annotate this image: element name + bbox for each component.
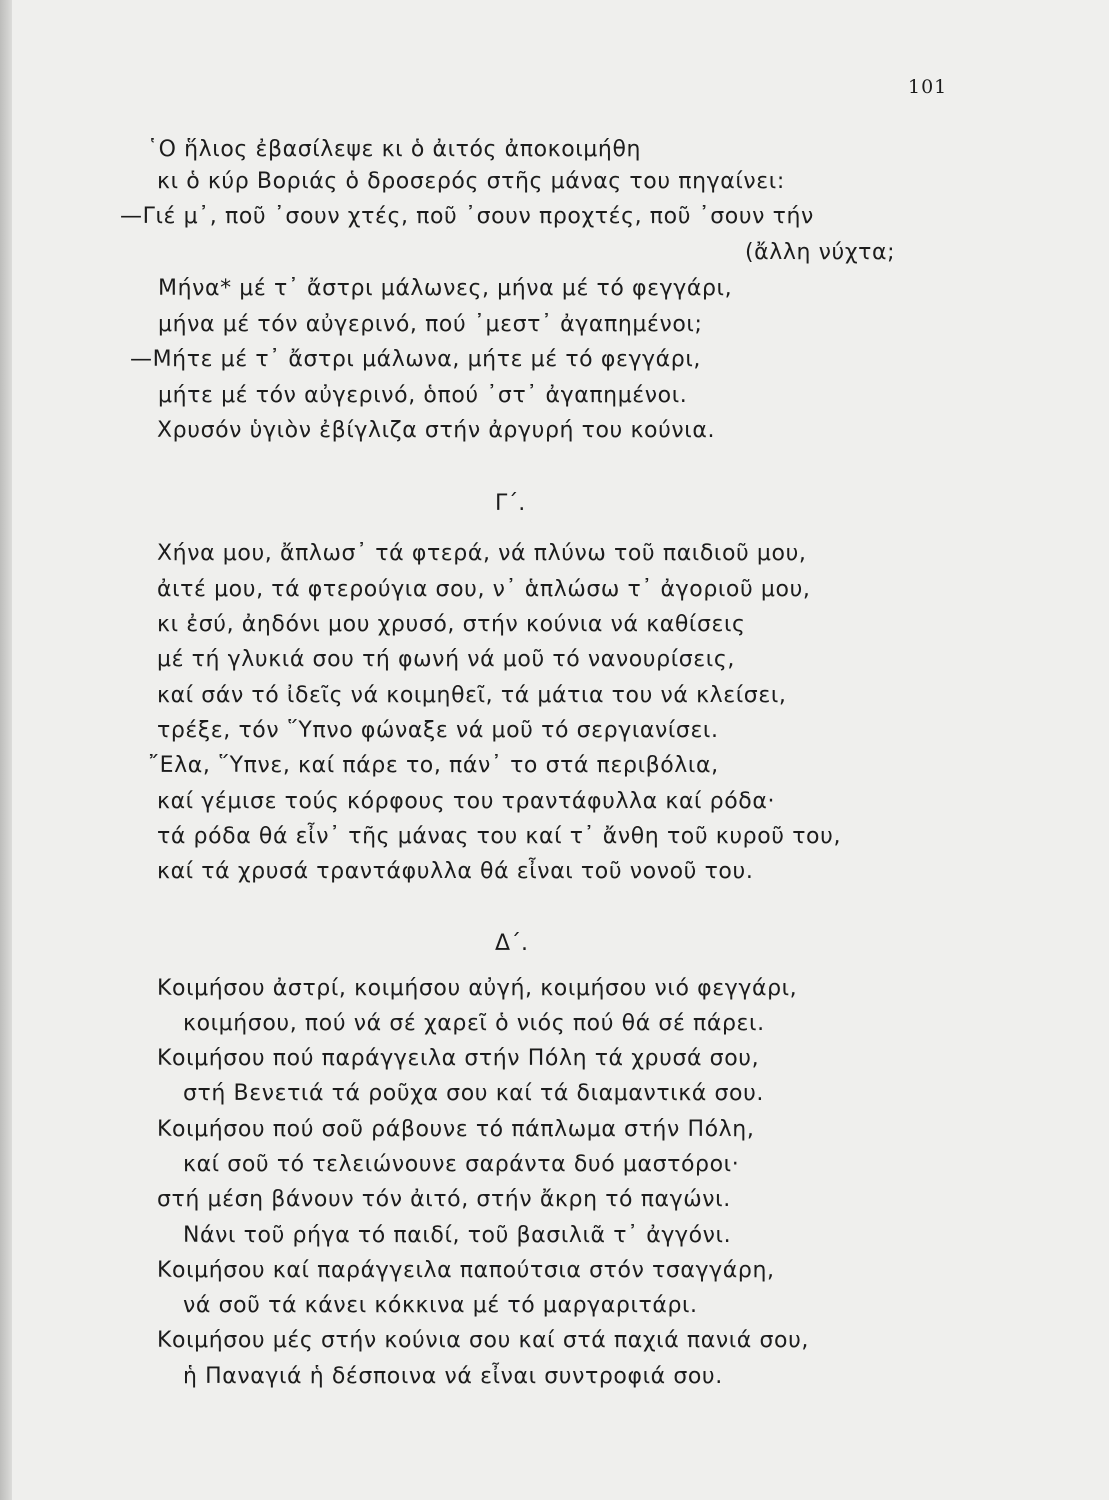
verse-line: κι ὁ κύρ Βοριάς ὁ δροσερός στῆς μάνας του πηγαίνει: [157,169,785,194]
verse-line: κι ἐσύ, ἀηδόνι μου χρυσό, στήν κούνια νά καθίσεις [157,612,746,637]
section-heading: Γ΄. [495,491,526,516]
verse-line: ῾Ο ἥλιος ἐβασίλεψε κι ὁ ἀιτός ἀποκοιμήθη [147,137,642,162]
verse-line: καί γέμισε τούς κόρφους του τραντάφυλλα καί ρόδα· [157,789,776,814]
verse-line: (ἄλλη νύχτα; [745,240,896,265]
verse-line: Κοιμήσου πού σοῦ ράβουνε τό πάπλωμα στήν Πόλη, [157,1117,755,1142]
verse-line: ἡ Παναγιά ἡ δέσποινα νά εἶναι συντροφιά σου. [183,1364,723,1389]
verse-line: Νάνι τοῦ ρήγα τό παιδί, τοῦ βασιλιᾶ τ᾿ ἀγγόνι. [183,1223,732,1248]
verse-line: κοιμήσου, πού νά σέ χαρεῖ ὁ νιός πού θά σέ πάρει. [183,1011,765,1036]
verse-line: Κοιμήσου πού παράγγειλα στήν Πόλη τά χρυσά σου, [157,1046,760,1071]
verse-line: καί σοῦ τό τελειώνουνε σαράντα δυό μαστόροι· [183,1152,740,1177]
verse-line: —Μήτε μέ τ᾿ ἄστρι μάλωνα, μήτε μέ τό φεγγάρι, [130,347,701,372]
verse-line: ῎Ελα, ῞Υπνε, καί πάρε το, πάν᾿ το στά περιβόλια, [148,753,719,778]
verse-line: στή Βενετιά τά ροῦχα σου καί τά διαμαντικά σου. [183,1081,765,1106]
verse-line: καί τά χρυσά τραντάφυλλα θά εἶναι τοῦ νονοῦ του. [157,859,754,884]
page-gutter [0,0,12,1500]
verse-line: Κοιμήσου ἀστρί, κοιμήσου αὐγή, κοιμήσου νιό φεγγάρι, [157,976,798,1001]
verse-line: —Γιέ μ᾿, ποῦ ᾿σουν χτές, ποῦ ᾿σουν προχτές, ποῦ ᾿σουν τήν [120,204,814,229]
verse-line: νά σοῦ τά κάνει κόκκινα μέ τό μαργαριτάρι. [183,1293,698,1318]
verse-line: μήτε μέ τόν αὐγερινό, ὁπού ᾿στ᾿ ἀγαπημένοι. [158,383,688,408]
verse-line: Χρυσόν ὑγιὸν ἐβίγλιζα στήν ἀργυρή του κούνια. [157,418,716,443]
verse-line: τρέξε, τόν ῞Υπνο φώναξε νά μοῦ τό σεργιανίσει. [157,718,719,743]
page-number: 101 [908,76,948,98]
verse-line: στή μέση βάνουν τόν ἀιτό, στήν ἄκρη τό παγώνι. [157,1187,731,1212]
verse-line: τά ρόδα θά εἶν᾿ τῆς μάνας του καί τ᾿ ἄνθη τοῦ κυροῦ του, [157,824,842,849]
verse-line: Χήνα μου, ἄπλωσ᾿ τά φτερά, νά πλύνω τοῦ παιδιοῦ μου, [157,541,807,566]
verse-line: Κοιμήσου μές στήν κούνια σου καί στά παχιά πανιά σου, [157,1328,809,1353]
verse-line: Κοιμήσου καί παράγγειλα παπούτσια στόν τσαγγάρη, [157,1258,775,1283]
verse-line: Μήνα* μέ τ᾿ ἄστρι μάλωνες, μήνα μέ τό φεγγάρι, [158,276,733,301]
verse-line: μέ τή γλυκιά σου τή φωνή νά μοῦ τό νανουρίσεις, [157,647,735,672]
verse-line: ἀιτέ μου, τά φτερούγια σου, ν᾿ ἁπλώσω τ᾿ ἀγοριοῦ μου, [157,577,811,602]
verse-line: καί σάν τό ἰδεῖς νά κοιμηθεῖ, τά μάτια του νά κλείσει, [157,683,787,708]
verse-line: μήνα μέ τόν αὐγερινό, πού ᾿μεστ᾿ ἀγαπημένοι; [158,312,703,337]
section-heading: Δ΄. [495,931,529,956]
